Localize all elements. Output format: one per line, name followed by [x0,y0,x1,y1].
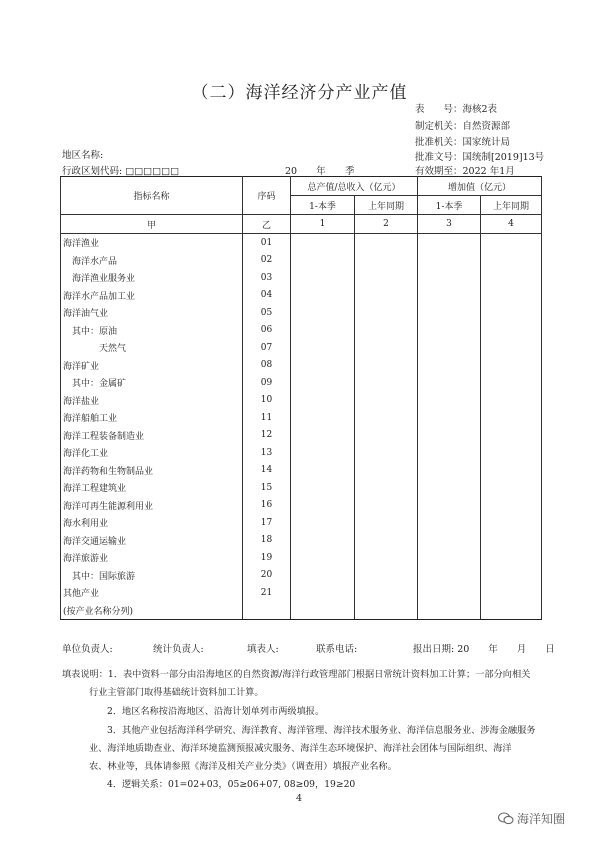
page-number: 4 [296,793,303,804]
value-cell[interactable] [418,549,481,567]
table-row [61,287,542,305]
table-row [61,514,542,532]
table-row [61,392,542,410]
value-cell[interactable] [291,549,355,567]
col-q1b: 1-本季 [418,196,481,215]
row-name: 海洋船舶工业 [61,409,243,427]
value-cell[interactable] [481,392,542,410]
col-value-added: 增加值（亿元） [418,177,542,196]
agency: 制定机关：自然资源部 [415,121,511,132]
table-row [61,497,542,515]
row-name: 海洋盐业 [61,392,243,410]
value-cell[interactable] [355,444,418,462]
table-row [61,322,542,340]
row-name: 其中：金属矿 [61,374,243,392]
value-cell[interactable] [355,479,418,497]
table-row [61,567,542,585]
value-cell[interactable] [291,479,355,497]
value-cell[interactable] [355,322,418,340]
row-code: 21 [243,584,291,602]
value-cell[interactable] [291,322,355,340]
value-cell[interactable] [418,357,481,375]
row-name: 海洋水产品 [61,252,243,270]
value-cell[interactable] [418,287,481,305]
value-cell[interactable] [481,549,542,567]
value-cell[interactable] [481,532,542,550]
value-cell[interactable] [355,287,418,305]
value-cell[interactable] [481,409,542,427]
value-cell[interactable] [291,252,355,270]
value-cell[interactable] [481,584,542,602]
value-cell[interactable] [418,269,481,287]
row-name: 海洋化工业 [61,444,243,462]
value-cell[interactable] [291,532,355,550]
value-cell[interactable] [355,549,418,567]
col-num-4: 4 [481,215,542,234]
value-cell[interactable] [355,584,418,602]
table-row [61,252,542,270]
watermark [498,810,565,827]
table-row [61,479,542,497]
value-cell[interactable] [291,567,355,585]
value-cell[interactable] [291,427,355,445]
region-code-label: 行政区划代码: □□□□□□ [62,166,180,177]
unit-head-label: 单位负责人: [62,644,113,655]
col-total-output: 总产值/总收入（亿元） [291,177,418,196]
value-cell[interactable] [291,234,355,252]
row-name: 海洋工程建筑业 [61,479,243,497]
row-code [243,602,291,620]
value-cell[interactable] [291,602,355,620]
value-cell[interactable] [355,532,418,550]
value-cell[interactable] [481,479,542,497]
row-code: 17 [243,514,291,532]
row-code: 18 [243,532,291,550]
row-name: 海洋旅游业 [61,549,243,567]
table-row [61,602,542,620]
table-row [61,269,542,287]
valid-until: 有效期至：2022 年1月 [415,166,515,177]
col-sameb: 上年同期 [481,196,542,215]
value-cell[interactable] [355,357,418,375]
row-code: 11 [243,409,291,427]
watermark-text: 海洋知圈 [517,812,566,826]
table-row [61,462,542,480]
table-number: 表 号：海核2表 [415,104,498,115]
region-name-label: 地区名称: [62,150,104,161]
row-code: 12 [243,427,291,445]
value-cell[interactable] [481,497,542,515]
wechat-icon [498,812,514,825]
col-same: 上年同期 [355,196,418,215]
value-cell[interactable] [418,427,481,445]
col-jia: 甲 [61,215,243,234]
value-cell[interactable] [481,602,542,620]
value-cell[interactable] [481,287,542,305]
note-line: 4．逻辑关系：01=02+03，05≥06+07, 08≥09，19≥20 [107,779,356,790]
approval-doc: 批准文号：国统制[2019]13号 [415,152,545,163]
value-cell[interactable] [418,322,481,340]
row-name: 海洋油气业 [61,304,243,322]
value-cell[interactable] [291,287,355,305]
col-seq: 序码 [243,177,291,215]
value-cell[interactable] [291,269,355,287]
value-cell[interactable] [355,497,418,515]
phone-label: 联系电话: [316,644,358,655]
page-title: （二）海洋经济分产业产值 [191,83,408,103]
table-row [61,304,542,322]
value-cell[interactable] [355,409,418,427]
value-cell[interactable] [481,252,542,270]
row-code: 14 [243,462,291,480]
table-row [61,357,542,375]
output-table [60,176,542,620]
value-cell[interactable] [481,269,542,287]
row-name: 海洋水产品加工业 [61,287,243,305]
value-cell[interactable] [418,392,481,410]
value-cell[interactable] [481,444,542,462]
table-row [61,549,542,567]
value-cell[interactable] [418,584,481,602]
row-name: 海洋渔业 [61,234,243,252]
value-cell[interactable] [481,514,542,532]
value-cell[interactable] [355,514,418,532]
value-cell[interactable] [481,234,542,252]
value-cell[interactable] [481,322,542,340]
row-code: 03 [243,269,291,287]
row-name: 海水利用业 [61,514,243,532]
value-cell[interactable] [418,497,481,515]
table-row [61,427,542,445]
value-cell[interactable] [291,339,355,357]
table-row [61,444,542,462]
row-name: 海洋渔业服务业 [61,269,243,287]
value-cell[interactable] [355,462,418,480]
note-line: 行业主管部门取得基础统计资料加工计算。 [89,687,264,698]
row-code: 16 [243,497,291,515]
row-name: 海洋药物和生物制品业 [61,462,243,480]
note-line: 业、海洋地质勘查业、海洋环境监测预报减灾服务、海洋生态环境保护、海洋社会团体与国际组织、海洋 [89,743,512,754]
row-code: 10 [243,392,291,410]
row-name: 海洋可再生能源利用业 [61,497,243,515]
value-cell[interactable] [481,357,542,375]
value-cell[interactable] [291,462,355,480]
value-cell[interactable] [355,567,418,585]
value-cell[interactable] [291,392,355,410]
filler-label: 填表人: [247,644,279,655]
row-name: 天然气 [61,339,243,357]
value-cell[interactable] [418,409,481,427]
value-cell[interactable] [291,409,355,427]
value-cell[interactable] [418,532,481,550]
value-cell[interactable] [355,304,418,322]
row-code: 13 [243,444,291,462]
value-cell[interactable] [418,514,481,532]
value-cell[interactable] [418,462,481,480]
row-code: 08 [243,357,291,375]
value-cell[interactable] [355,252,418,270]
row-name: 海洋矿业 [61,357,243,375]
row-name: (按产业名称分列) [61,602,243,620]
col-num-1: 1 [291,215,355,234]
value-cell[interactable] [355,392,418,410]
row-code: 19 [243,549,291,567]
value-cell[interactable] [291,514,355,532]
period-year: 20 年 [285,166,326,177]
col-q1: 1-本季 [291,196,355,215]
value-cell[interactable] [355,374,418,392]
value-cell[interactable] [355,602,418,620]
row-code: 07 [243,339,291,357]
table-row [61,234,542,252]
col-num-2: 2 [355,215,418,234]
row-code: 05 [243,304,291,322]
value-cell[interactable] [481,304,542,322]
period-quarter: 季 [345,166,355,177]
row-name: 其中：原油 [61,322,243,340]
table-row [61,584,542,602]
value-cell[interactable] [418,374,481,392]
value-cell[interactable] [291,374,355,392]
value-cell[interactable] [418,602,481,620]
value-cell[interactable] [291,304,355,322]
value-cell[interactable] [418,444,481,462]
value-cell[interactable] [481,374,542,392]
value-cell[interactable] [355,234,418,252]
value-cell[interactable] [291,444,355,462]
row-code: 06 [243,322,291,340]
note-line: 2．地区名称按沿海地区、沿海计划单列市两级填报。 [107,706,325,717]
value-cell[interactable] [418,234,481,252]
note-line: 农、林业等，具体请参照《海洋及相关产业分类》（调查用）填报产业名称。 [89,761,397,772]
value-cell[interactable] [418,304,481,322]
table-row [61,532,542,550]
note-line: 填表说明：1．表中资料一部分由沿海地区的自然资源/海洋行政管理部门根据日常统计资料加工计算；一部分向相关 [62,669,531,680]
value-cell[interactable] [418,567,481,585]
value-cell[interactable] [291,357,355,375]
row-code: 04 [243,287,291,305]
value-cell[interactable] [291,497,355,515]
stat-head-label: 统计负责人: [153,644,204,655]
value-cell[interactable] [418,252,481,270]
value-cell[interactable] [481,339,542,357]
col-num-3: 3 [418,215,481,234]
value-cell[interactable] [355,269,418,287]
row-name: 海洋工程装备制造业 [61,427,243,445]
report-date-label: 报出日期: 20 年 月 日 [413,644,555,655]
value-cell[interactable] [481,427,542,445]
table-row [61,409,542,427]
col-indicator: 指标名称 [61,177,243,215]
table-row [61,339,542,357]
row-code: 01 [243,234,291,252]
approval-agency: 批准机关：国家统计局 [415,137,511,148]
value-cell[interactable] [481,567,542,585]
row-name: 其中：国际旅游 [61,567,243,585]
row-name: 海洋交通运输业 [61,532,243,550]
value-cell[interactable] [418,339,481,357]
value-cell[interactable] [418,479,481,497]
col-yi: 乙 [243,215,291,234]
row-code: 15 [243,479,291,497]
value-cell[interactable] [355,339,418,357]
row-code: 09 [243,374,291,392]
value-cell[interactable] [481,462,542,480]
row-code: 02 [243,252,291,270]
row-name: 其他产业 [61,584,243,602]
table-row [61,374,542,392]
note-line: 3．其他产业包括海洋科学研究、海洋教育、海洋管理、海洋技术服务业、海洋信息服务业、涉海金融服务 [107,725,536,736]
row-code: 20 [243,567,291,585]
value-cell[interactable] [355,427,418,445]
value-cell[interactable] [291,584,355,602]
